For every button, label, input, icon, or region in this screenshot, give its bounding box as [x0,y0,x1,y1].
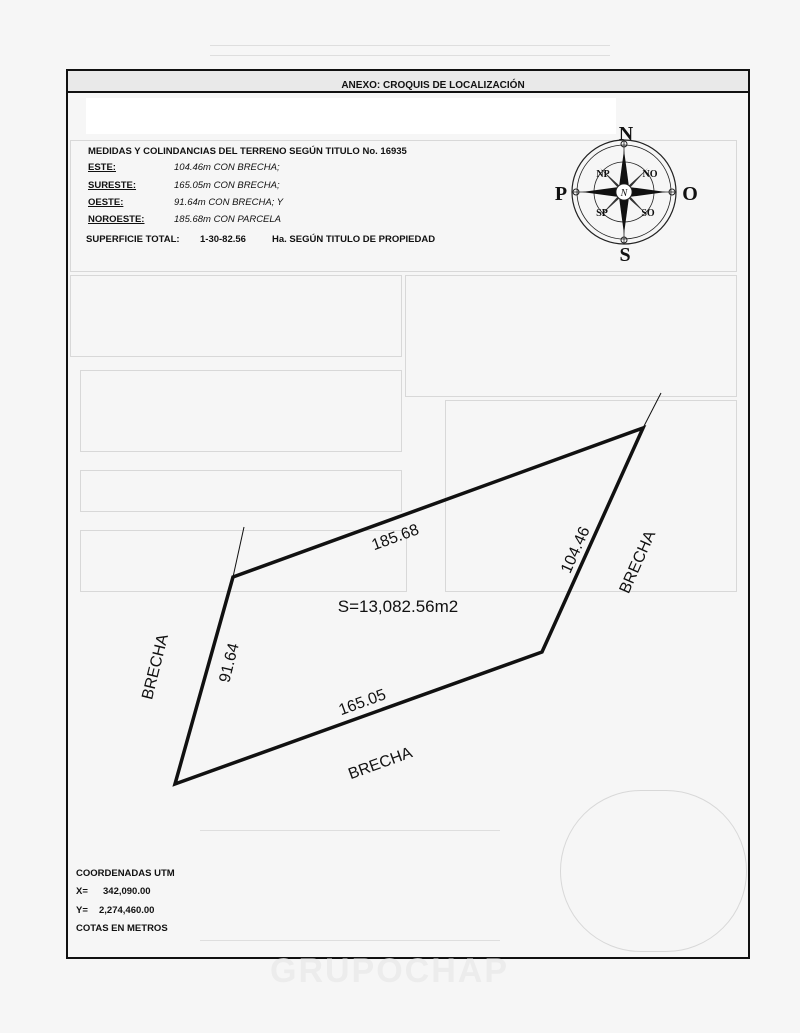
label-noroeste: NOROESTE: [88,214,145,225]
compass-center-label: N [620,188,628,199]
label-sureste: SURESTE: [88,180,137,191]
label-oeste: OESTE: [88,197,124,208]
extension-line-right [643,393,661,428]
side-left-label: 91.64 [216,641,243,685]
side-right-label: 104.46 [558,524,594,576]
compass-nw: NP [596,169,610,180]
compass-s: S [619,244,631,266]
superficie-label: SUPERFICIE TOTAL: [86,234,180,245]
side-top-label: 185.68 [369,521,422,555]
compass-n: N [618,123,634,145]
area-label: S=13,082.56m2 [337,597,459,616]
value-oeste: 91.64m CON BRECHA; Y [174,197,284,208]
value-noroeste: 185.68m CON PARCELA [174,214,282,225]
compass-rose-icon [555,123,698,266]
coord-y-label: Y= [76,905,88,916]
brecha-bottom-label: BRECHA [346,744,415,784]
superficie-value: 1-30-82.56 [200,234,246,245]
coord-x-value: 342,090.00 [103,886,151,897]
superficie-unit: Ha. SEGÚN TITULO DE PROPIEDAD [272,234,436,245]
brecha-right-label: BRECHA [616,528,660,597]
colindancias-heading: MEDIDAS Y COLINDANCIAS DEL TERRENO SEGÚN TITULO No. 16935 [88,146,407,157]
compass-sw: SP [596,208,608,219]
compass-ne: NO [642,169,658,180]
compass-e: O [682,183,698,205]
coord-x-label: X= [76,886,88,897]
side-bottom-label: 165.05 [336,686,389,720]
compass-w: P [554,183,568,205]
coord-y-value: 2,274,460.00 [99,905,155,916]
compass-se: SO [641,208,655,219]
coords-heading: COORDENADAS UTM [76,868,175,879]
watermark: GRUPOCHAP [270,952,510,990]
value-este: 104.46m CON BRECHA; [174,162,280,173]
brecha-left-label: BRECHA [139,632,172,702]
annex-title: ANEXO: CROQUIS DE LOCALIZACIÓN [341,80,525,91]
coords-footer: COTAS EN METROS [76,923,168,934]
label-este: ESTE: [88,162,116,173]
value-sureste: 165.05m CON BRECHA; [174,180,280,191]
extension-line-left [233,527,244,577]
